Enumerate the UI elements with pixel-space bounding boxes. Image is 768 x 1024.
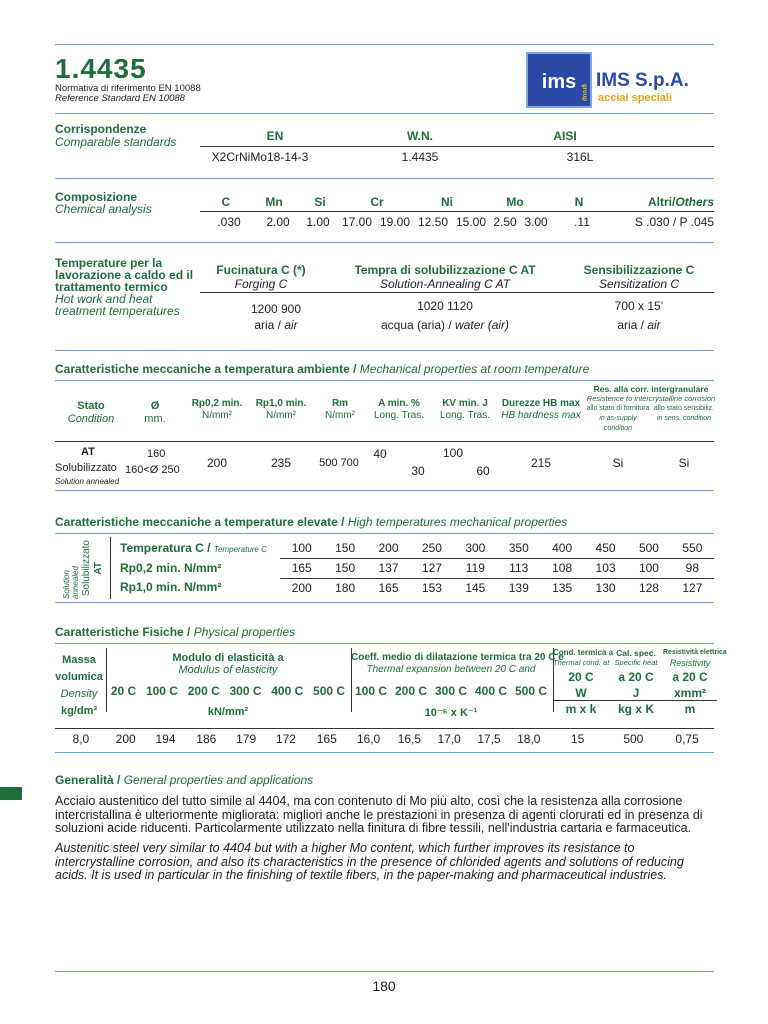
hot-sens-h-en: Sensitization C xyxy=(598,277,680,291)
mech-title-en: Mechanical properties at room temperature xyxy=(359,362,590,376)
hot-forging-medium: aria / xyxy=(254,318,285,332)
hot-label-it: Temperature per la lavorazione a caldo ed il trattamento termico xyxy=(55,256,194,294)
phys-cond-u1: W xyxy=(553,688,609,701)
hot-annealing-medium-en: water (air) xyxy=(455,318,510,332)
high-temp-cell: 200 xyxy=(378,541,399,555)
corr-label-it: Corrispondenze xyxy=(55,122,147,136)
mech-hb: 215 xyxy=(530,456,552,470)
comp-h-others-en: Others xyxy=(675,195,714,209)
high-side-at: AT xyxy=(93,561,104,575)
comp-val-si: 1.00 xyxy=(306,215,330,229)
phys-mod-temp: 300 C xyxy=(229,684,262,698)
phys-value-cell: 179 xyxy=(236,732,257,746)
phys-coef-temp: 200 C xyxy=(394,684,428,698)
phys-value-cell: 172 xyxy=(275,732,296,746)
comp-val-cr-min: 17.00 xyxy=(341,215,373,229)
high-temp-cell: 450 xyxy=(595,541,616,555)
phys-title-en: Physical properties xyxy=(193,625,296,639)
phys-coef-temp: 100 C xyxy=(354,684,388,698)
phys-res: Resistività elettrica xyxy=(663,649,727,656)
high-temp-cell: 400 xyxy=(552,541,573,555)
phys-kgdm3: kg/dm³ xyxy=(60,705,98,717)
hot-sens-medium: aria / xyxy=(617,318,648,332)
mech-h-res2: allo stato sensibiliz. xyxy=(653,405,715,412)
mech-h-a-tras: Tras. xyxy=(401,410,425,421)
mech-h-mm: mm. xyxy=(144,413,166,425)
hot-annealing-temp: 1020 1120 xyxy=(417,299,473,313)
phys-value-cell: 186 xyxy=(196,732,217,746)
phys-value-cell: 0,75 xyxy=(675,732,699,746)
mech-h-a-long: Long. xyxy=(373,410,399,421)
phys-value-cell: 8,0 xyxy=(72,732,90,746)
page-title: 1.4435 xyxy=(55,53,147,84)
mech-h-res-en: Resistence to intercrystalline corrosion xyxy=(586,394,716,403)
corr-label-en: Comparable standards xyxy=(55,135,177,149)
high-rp10-cell: 135 xyxy=(552,581,573,595)
phys-coef: Coeff. medio di dilatazione termica tra 20 C e xyxy=(351,652,564,663)
comp-h-n: N xyxy=(574,195,584,209)
phys-volumica: volumica xyxy=(55,671,103,683)
phys-mod-temp: 100 C xyxy=(145,684,178,698)
mech-h-res: Res. alla corr. intergranulare xyxy=(593,384,709,394)
hot-sens-medium-en: air xyxy=(647,318,661,332)
mech-a-long: 40 xyxy=(373,447,387,461)
phys-coef-en: Thermal expansion between 20 C and xyxy=(366,664,536,675)
phys-cal: Cal. spec. xyxy=(616,648,656,658)
high-temp-cell: 350 xyxy=(508,541,529,555)
mech-h-hb: Durezze HB max xyxy=(501,398,581,409)
page-number: 180 xyxy=(372,978,396,994)
hot-sens-h: Sensibilizzazione C xyxy=(583,263,695,277)
comp-val-ni-min: 12.50 xyxy=(417,215,449,229)
gen-paragraph-it: Acciaio austenitico del tutto simile al 4404, ma con contenuto di Mo più alto, così che la resistenza alla corrosione intercristallina è ulteriormente migliorata: migliori anche le prestazioni in presenza di agenti clorurati ed in presenza di soluzioni acide riducenti. Particolarmente utilizzato nella finitura di fibre tessili, nell'industria cartaria e farmaceutica. xyxy=(55,794,703,835)
comp-h-others-it: Altri/ xyxy=(647,195,676,209)
corr-value-wn: 1.4435 xyxy=(401,150,439,164)
mech-res2: Si xyxy=(678,456,690,470)
hot-sens-temp: 700 x 15’ xyxy=(614,299,664,313)
mech-a-tras: 30 xyxy=(411,464,425,478)
mech-h-rp10-unit: N/mm² xyxy=(266,410,296,421)
phys-value-cell: 165 xyxy=(316,732,337,746)
high-temp-cell: 300 xyxy=(465,541,486,555)
phys-mod-unit: kN/mm² xyxy=(207,706,249,718)
comp-h-ni: Ni xyxy=(441,195,453,209)
mech-h-diam: Ø xyxy=(150,400,160,412)
phys-cal-u1: J xyxy=(609,688,663,701)
phys-value-cell: 16,0 xyxy=(356,732,381,746)
hot-annealing-medium: acqua (aria) / xyxy=(380,318,456,332)
phys-value-cell: 200 xyxy=(115,732,136,746)
high-rp02-cell: 150 xyxy=(335,561,356,575)
phys-mod-temp: 200 C xyxy=(187,684,220,698)
standard-en: Reference Standard EN 10088 xyxy=(55,93,185,104)
mech-h-res2b: in sens. condition xyxy=(656,415,712,422)
mech-row-sol-en: Solution annealed xyxy=(55,477,120,486)
high-rp02-cell: 137 xyxy=(378,561,399,575)
comp-h-mo: Mo xyxy=(506,195,524,209)
mech-kv-tras: 60 xyxy=(476,464,490,478)
comp-val-n: .11 xyxy=(574,215,590,229)
mech-h-rp10: Rp1,0 min. xyxy=(255,398,307,409)
high-rp10-cell: 153 xyxy=(421,581,442,595)
phys-value-cell: 194 xyxy=(155,732,176,746)
high-rp02-cell: 127 xyxy=(421,561,442,575)
mech-h-kv-tras: Tras. xyxy=(467,410,491,421)
comp-h-mn: Mn xyxy=(265,195,283,209)
phys-mod: Modulo di elasticità a xyxy=(172,652,284,664)
mech-diam-1: 160 xyxy=(147,448,166,460)
mech-rp10: 235 xyxy=(270,456,292,470)
mech-row-at: AT xyxy=(81,446,95,458)
high-temp-cell: 100 xyxy=(291,541,312,555)
comp-val-ni-max: 15.00 xyxy=(455,215,487,229)
high-rp10-cell: 127 xyxy=(682,581,703,595)
corr-value-aisi: 316L xyxy=(566,150,594,164)
phys-cond-t: 20 C xyxy=(568,670,594,684)
company-logo xyxy=(526,52,716,110)
high-rp10-cell: 145 xyxy=(465,581,486,595)
phys-mod-temp: 500 C xyxy=(313,684,346,698)
mech-h-stato: Stato xyxy=(77,400,105,412)
phys-mod-en: Modulus of elasticity xyxy=(178,664,278,676)
mech-h-rp02: Rp0,2 min. xyxy=(191,398,243,409)
comp-label-en: Chemical analysis xyxy=(55,202,152,216)
comp-val-c: .030 xyxy=(217,215,241,229)
mech-h-hb-en: HB hardness max xyxy=(501,410,581,421)
phys-res-u1: xmm² xyxy=(663,688,717,701)
high-l-temp: Temperatura C / xyxy=(120,541,214,555)
high-title-en: High temperatures mechanical properties xyxy=(347,515,568,529)
hot-annealing-h: Tempra di solubilizzazione C AT xyxy=(354,263,536,277)
logo-tagline: acciai speciali xyxy=(598,92,672,104)
gen-title-en: General properties and applications xyxy=(123,773,314,787)
corr-header-aisi: AISI xyxy=(553,129,577,143)
high-l-temp-en: Temperature C xyxy=(213,545,267,554)
high-rp02-cell: 100 xyxy=(638,561,659,575)
high-rp02-cell: 119 xyxy=(465,561,485,575)
mech-h-kv-long: Long. xyxy=(439,410,465,421)
mech-rm: 500 700 xyxy=(319,457,359,469)
phys-value-cell: 18,0 xyxy=(517,732,541,746)
phys-cal-t: a 20 C xyxy=(618,670,654,684)
mech-h-cond: Condition xyxy=(67,413,115,425)
logo-mark: ims group xyxy=(526,52,592,108)
phys-value-cell: 16,5 xyxy=(397,732,422,746)
hot-forging-medium-en: air xyxy=(284,318,298,332)
gen-title-it: Generalità / xyxy=(55,773,124,787)
high-temp-cell: 250 xyxy=(421,541,442,555)
phys-cal-en: Specific heat xyxy=(614,658,658,667)
phys-cal-u2: kg x K xyxy=(617,702,654,716)
hot-forging-temp: 1200 900 xyxy=(250,302,302,316)
mech-h-rm-unit: N/mm² xyxy=(325,410,355,421)
hot-label-en: Hot work and heat treatment temperatures xyxy=(55,292,180,318)
standard-it: Normativa di riferimento EN 10088 xyxy=(55,83,201,94)
phys-massa: Massa xyxy=(62,654,96,666)
high-rp10-cell: 200 xyxy=(291,581,312,595)
mech-diam-2: 160<Ø 250 xyxy=(125,464,180,476)
gen-paragraph-en: Austenitic steel very similar to 4404 but with a higher Mo content, which further improves its resistance to intercrystalline corrosion, and also its characteristics in the presence of chlorided agents and solutions of reducing acids. It is used in particular in the finishing of textile fibers, in the paper-making and pharmaceutical industries. xyxy=(55,841,684,882)
high-temp-cell: 500 xyxy=(638,541,659,555)
high-l-rp10: Rp1,0 min. N/mm² xyxy=(120,580,222,594)
high-rp10-cell: 180 xyxy=(335,581,356,595)
high-rp10-cell: 165 xyxy=(378,581,399,595)
phys-coef-temp: 500 C xyxy=(514,684,548,698)
high-side-sol: Solubilizzato xyxy=(81,539,92,597)
logo-brand: IMS S.p.A. xyxy=(596,70,689,91)
mech-h-kv: KV min. J xyxy=(442,398,488,409)
side-tab xyxy=(0,787,22,800)
mech-res1: Si xyxy=(612,456,624,470)
comp-h-si: Si xyxy=(314,195,326,209)
high-rp02-cell: 98 xyxy=(685,561,700,575)
corr-header-en: EN xyxy=(266,129,284,143)
mech-title-it: Caratteristiche meccaniche a temperatura ambiente / xyxy=(55,362,360,376)
high-rp02-cell: 108 xyxy=(552,561,573,575)
high-temp-cell: 150 xyxy=(335,541,356,555)
comp-h-cr: Cr xyxy=(370,195,384,209)
high-rp02-cell: 113 xyxy=(509,561,529,575)
mech-row-sol: Solubilizzato xyxy=(55,462,117,474)
phys-value-cell: 15 xyxy=(570,732,585,746)
corr-value-en: X2CrNiMo18-14-3 xyxy=(211,150,309,164)
high-title-it: Caratteristiche meccaniche a temperature elevate / xyxy=(55,515,348,529)
hot-forging-h-en: Forging C xyxy=(234,277,288,291)
phys-res-en: Resistivity xyxy=(669,658,711,668)
mech-h-res1b: in as-supply condition xyxy=(599,415,637,432)
high-rp02-cell: 165 xyxy=(291,561,312,575)
mech-rp02: 200 xyxy=(206,456,228,470)
mech-kv-long: 100 xyxy=(442,446,464,460)
hot-annealing-h-en: Solution-Annealing C AT xyxy=(379,277,511,291)
phys-cond-u2: m x k xyxy=(565,702,597,716)
phys-title-it: Caratteristiche Fisiche / xyxy=(55,625,194,639)
hot-forging-h: Fucinatura C (*) xyxy=(216,263,306,277)
mech-h-res1: allo stato di fornitura xyxy=(586,405,650,412)
phys-res-t: a 20 C xyxy=(672,670,708,684)
phys-coef-temp: 300 C xyxy=(434,684,468,698)
high-temp-cell: 550 xyxy=(682,541,703,555)
high-l-rp02: Rp0,2 min. N/mm² xyxy=(120,561,222,575)
corr-header-wn: W.N. xyxy=(407,129,433,143)
phys-value-cell: 500 xyxy=(623,732,644,746)
phys-mod-temp: 400 C xyxy=(271,684,304,698)
mech-h-rp02-unit: N/mm² xyxy=(202,410,232,421)
phys-cond-en: Thermal cond. at xyxy=(553,658,610,667)
comp-h-c: C xyxy=(221,195,231,209)
high-rp10-cell: 139 xyxy=(508,581,529,595)
comp-val-mo-min: 2.50 xyxy=(493,215,517,229)
phys-coef-temp: 400 C xyxy=(474,684,508,698)
comp-val-mo-max: 3.00 xyxy=(524,215,548,229)
comp-val-others: S .030 / P .045 xyxy=(634,215,714,229)
phys-density: Density xyxy=(60,688,98,700)
high-side-sol-en: Solution annealed xyxy=(62,566,80,599)
phys-cond: Cond. termica a xyxy=(553,648,614,657)
phys-coef-unit: 10⁻⁶ x K⁻¹ xyxy=(424,707,478,719)
high-rp02-cell: 103 xyxy=(595,561,616,575)
mech-h-rm: Rm xyxy=(331,398,349,409)
comp-label-it: Composizione xyxy=(55,190,138,204)
phys-value-cell: 17,5 xyxy=(477,732,501,746)
comp-val-cr-max: 19.00 xyxy=(379,215,411,229)
phys-res-u2: m xyxy=(684,702,696,716)
high-rp10-cell: 128 xyxy=(638,581,659,595)
high-rp10-cell: 130 xyxy=(595,581,616,595)
phys-mod-temp: 20 C xyxy=(110,684,137,698)
mech-h-a: A min. % xyxy=(378,398,420,409)
phys-value-cell: 17,0 xyxy=(437,732,461,746)
comp-val-mn: 2.00 xyxy=(266,215,290,229)
